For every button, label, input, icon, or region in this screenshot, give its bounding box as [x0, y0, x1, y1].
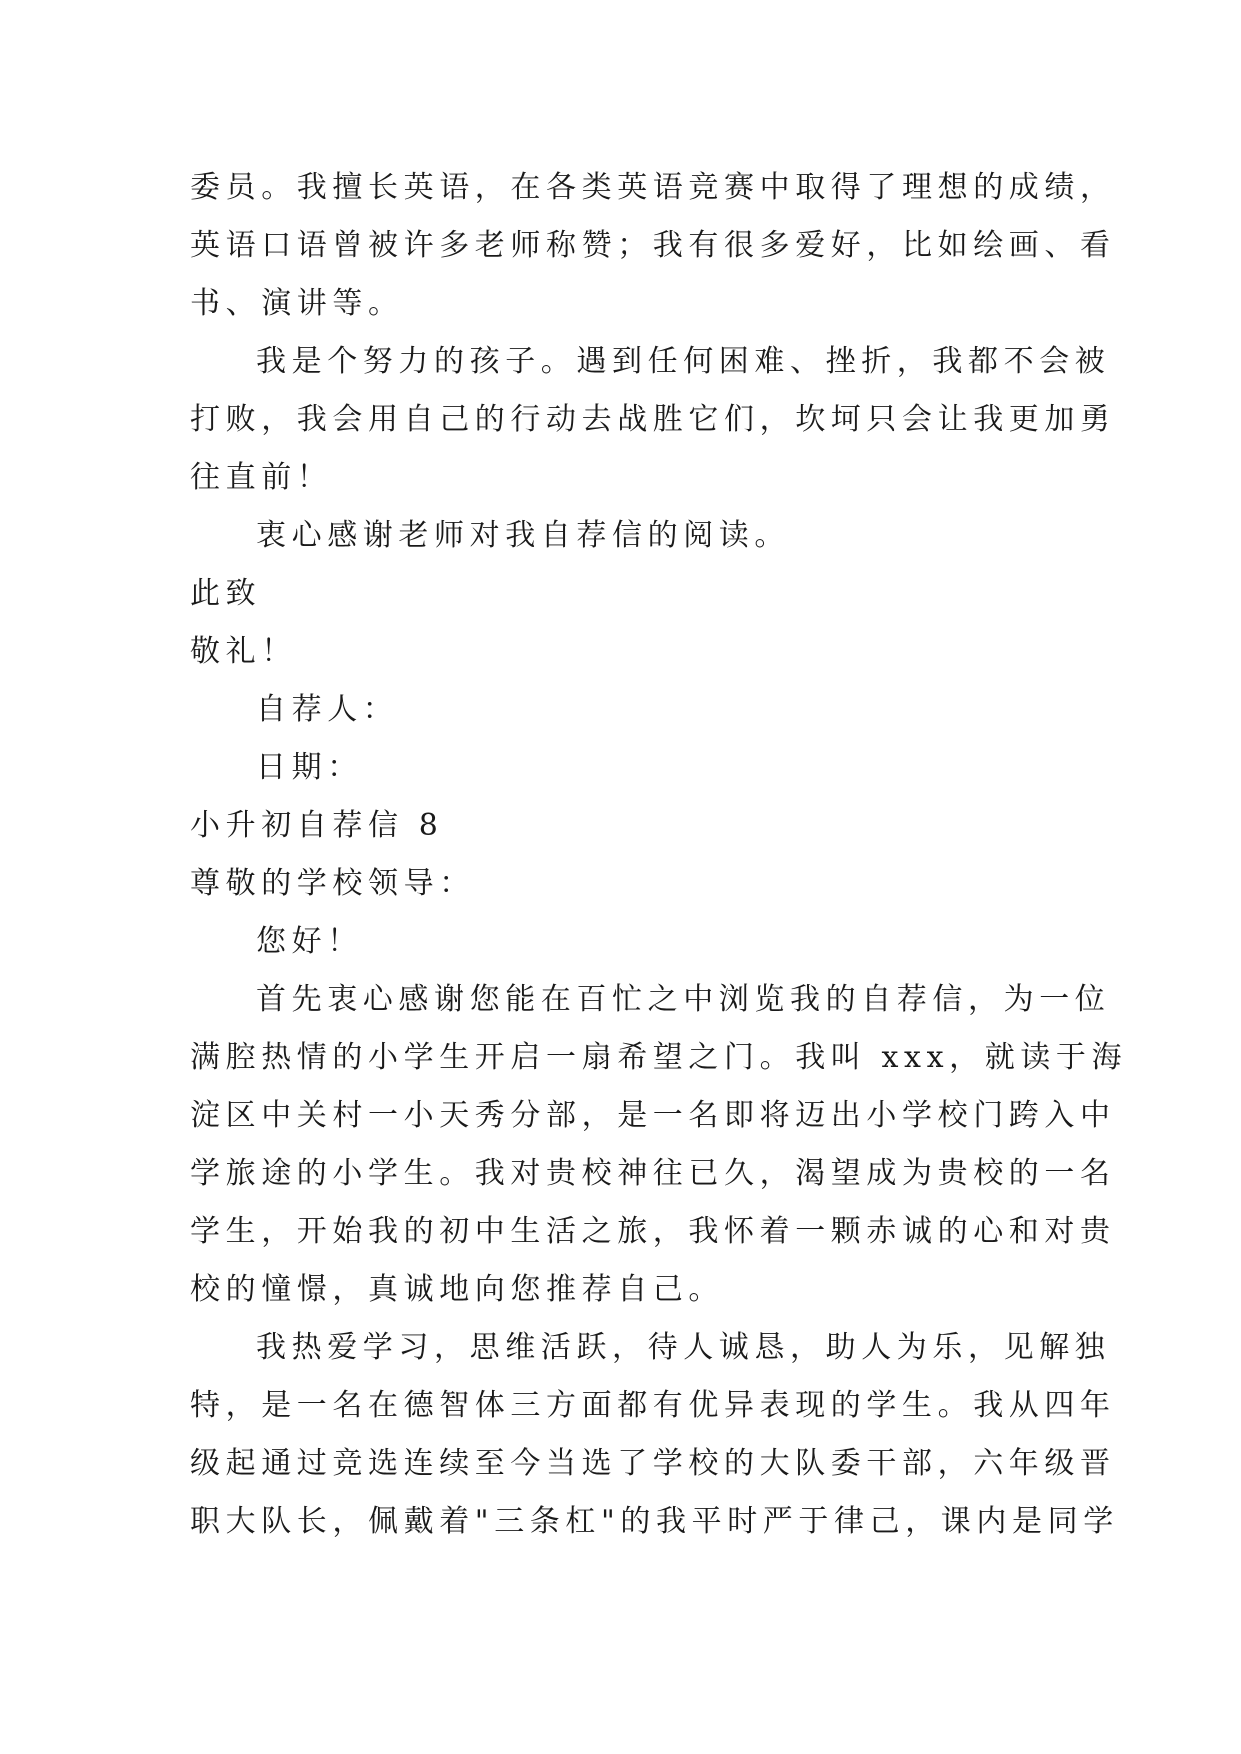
thanks-line: 衷心感谢老师对我自荐信的阅读。	[256, 518, 790, 553]
body-text-line: 职大队长，佩戴着"三条杠"的我平时严于律己，课内是同学	[190, 1504, 1119, 1539]
paragraph-first-line: 我热爱学习，思维活跃，待人诚恳，助人为乐，见解独	[256, 1330, 1111, 1365]
body-text-line: 特，是一名在德智体三方面都有优异表现的学生。我从四年	[190, 1388, 1116, 1423]
greeting-line: 您好！	[256, 924, 363, 959]
body-text-line: 满腔热情的小学生开启一扇希望之门。我叫 xxx，就读于海	[190, 1040, 1128, 1075]
body-text-line: 书、演讲等。	[190, 286, 404, 321]
body-text-line: 校的憧憬，真诚地向您推荐自己。	[190, 1272, 724, 1307]
closing-line: 此致	[190, 576, 262, 611]
body-text-line: 级起通过竞选连续至今当选了学校的大队委干部，六年级晋	[190, 1446, 1116, 1481]
paragraph-first-line: 首先衷心感谢您能在百忙之中浏览我的自荐信，为一位	[256, 982, 1111, 1017]
paragraph-first-line: 我是个努力的孩子。遇到任何困难、挫折，我都不会被	[256, 344, 1111, 379]
body-text-line: 往直前！	[190, 460, 333, 495]
salutation-line: 敬礼！	[190, 634, 297, 669]
body-text-line: 学生，开始我的初中生活之旅，我怀着一颗赤诚的心和对贵	[190, 1214, 1116, 1249]
addressee-line: 尊敬的学校领导：	[190, 866, 475, 901]
body-text-line: 英语口语曾被许多老师称赞；我有很多爱好，比如绘画、看	[190, 228, 1116, 263]
body-text-line: 委员。我擅长英语，在各类英语竞赛中取得了理想的成绩，	[190, 170, 1116, 205]
body-text-line: 学旅途的小学生。我对贵校神往已久，渴望成为贵校的一名	[190, 1156, 1116, 1191]
body-text-line: 打败，我会用自己的行动去战胜它们，坎坷只会让我更加勇	[190, 402, 1116, 437]
body-text-line: 淀区中关村一小天秀分部，是一名即将迈出小学校门跨入中	[190, 1098, 1116, 1133]
signature-label: 自荐人：	[256, 692, 399, 727]
date-label: 日期：	[256, 750, 363, 785]
section-title: 小升初自荐信 8	[190, 808, 444, 843]
